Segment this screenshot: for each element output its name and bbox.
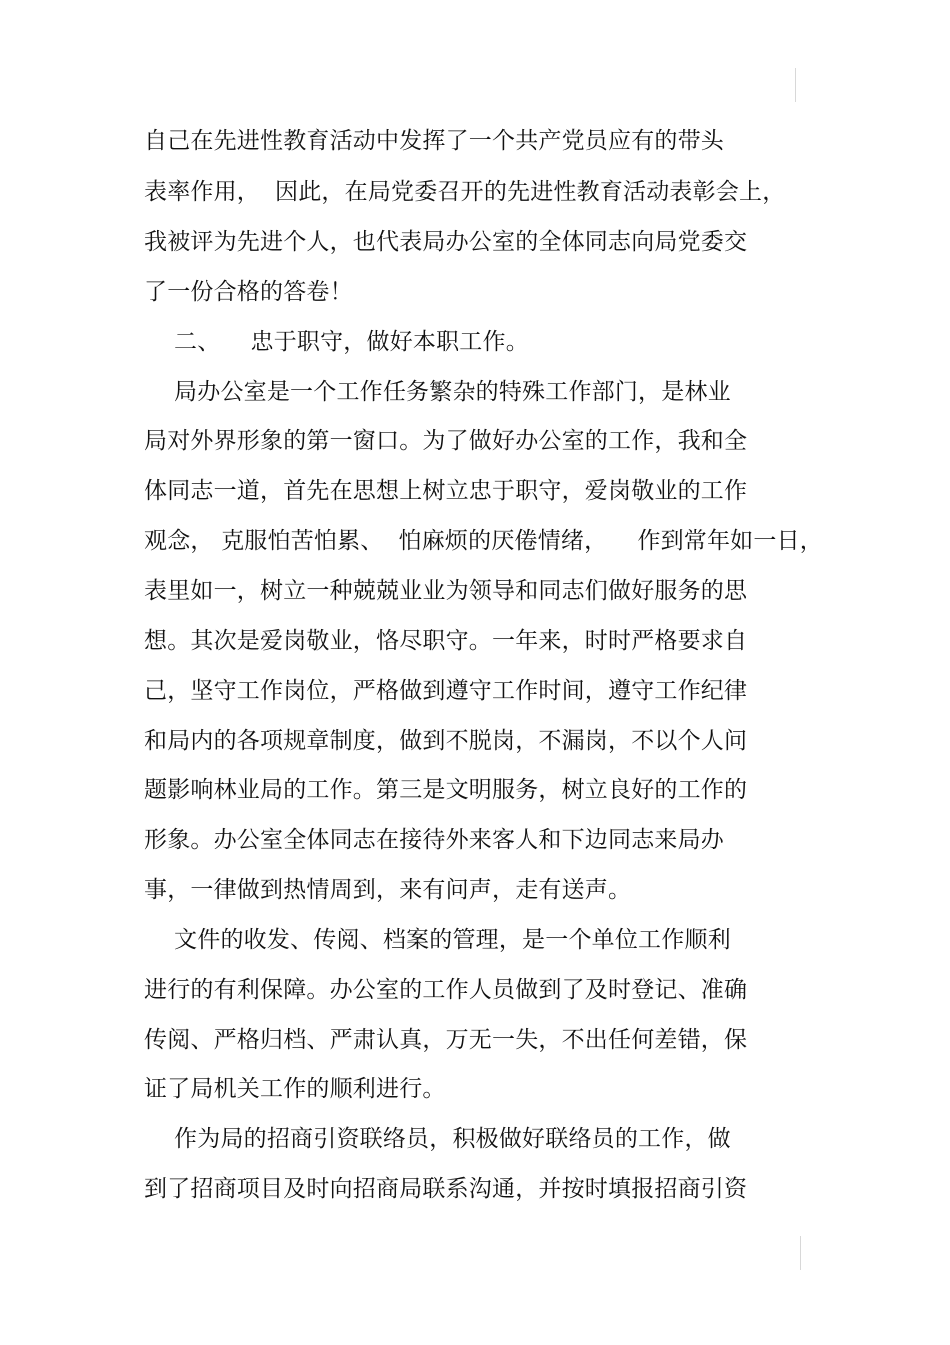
text-line-11: 想。其次是爱岗敬业，恪尽职守。一年来，时时严格要求自 [144,628,748,654]
text-line-4: 了一份合格的答卷！ [144,279,353,305]
text-line-19: 传阅、严格归档、严肃认真，万无一失，不出任何差错，保 [144,1027,748,1053]
text-line-14: 题影响林业局的工作。第三是文明服务，树立良好的工作的 [144,777,748,803]
text-line-21: 作为局的招商引资联络员，积极做好联络员的工作，做 [144,1126,731,1152]
text-line-17: 文件的收发、传阅、档案的管理，是一个单位工作顺利 [144,927,731,953]
page-edge-mark-top [795,68,796,102]
text-line-13: 和局内的各项规章制度，做到不脱岗，不漏岗，不以个人问 [144,728,748,754]
text-line-3: 我被评为先进个人，也代表局办公室的全体同志向局党委交 [144,229,748,255]
text-line-22: 到了招商项目及时向招商局联系沟通，并按时填报招商引资 [144,1176,748,1202]
text-line-9: 观念， 克服怕苦怕累、 怕麻烦的厌倦情绪， 作到常年如一日， [144,528,823,554]
text-line-15: 形象。办公室全体同志在接待外来客人和下边同志来局办 [144,827,724,853]
text-line-20: 证了局机关工作的顺利进行。 [144,1076,446,1102]
text-line-7: 局对外界形象的第一窗口。为了做好办公室的工作，我和全 [144,428,748,454]
text-line-1: 自己在先进性教育活动中发挥了一个共产党员应有的带头 [144,128,724,154]
text-line-18: 进行的有利保障。办公室的工作人员做到了及时登记、准确 [144,977,748,1003]
page-edge-mark-bottom [800,1236,801,1270]
text-line-8: 体同志一道，首先在思想上树立忠于职守，爱岗敬业的工作 [144,478,748,504]
text-line-16: 事，一律做到热情周到，来有问声，走有送声。 [144,877,632,903]
text-line-12: 己，坚守工作岗位，严格做到遵守工作时间，遵守工作纪律 [144,678,748,704]
text-line-6: 局办公室是一个工作任务繁杂的特殊工作部门，是林业 [144,379,731,405]
text-line-10: 表里如一，树立一种兢兢业业为领导和同志们做好服务的思 [144,578,748,604]
section-heading: 二、 忠于职守，做好本职工作。 [144,329,529,355]
text-line-2: 表率作用， 因此，在局党委召开的先进性教育活动表彰会上， [144,179,786,205]
